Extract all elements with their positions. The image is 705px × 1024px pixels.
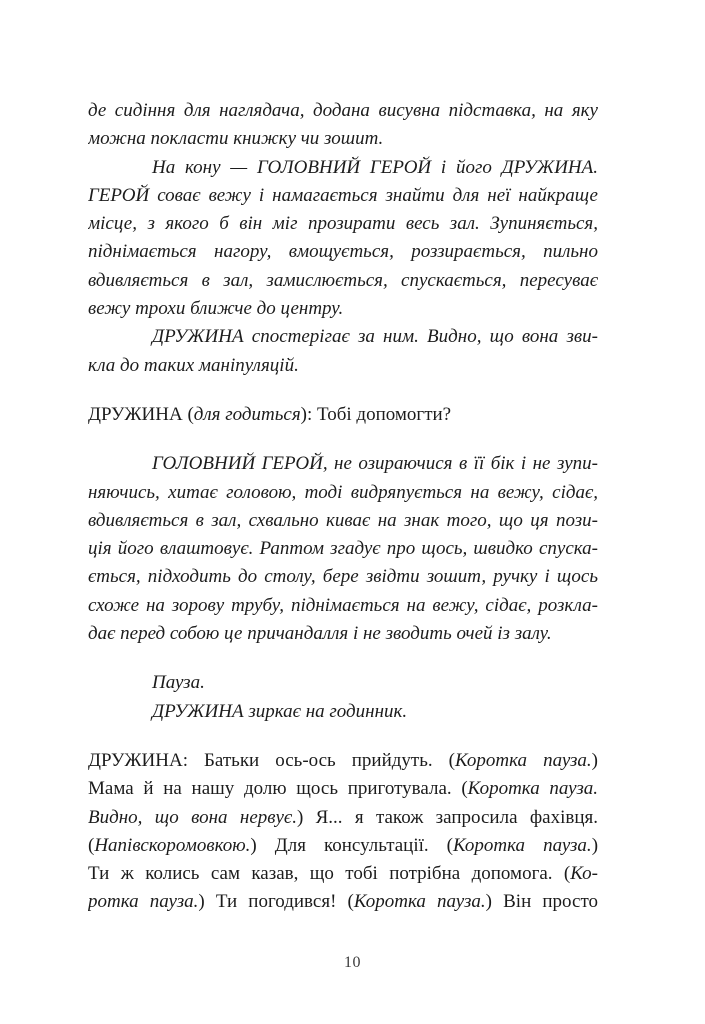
roman-text-segment: ДРУЖИНА: Батьки ось-ось прийдуть. (: [88, 749, 456, 771]
text-line: [88, 238, 598, 266]
roman-text-segment: ): Тобі допомогти?: [300, 403, 452, 425]
italic-text-segment: дає перед собою це причандалля і не зводить очей із залу.: [88, 623, 552, 645]
text-line: [88, 804, 598, 832]
page-text: [88, 97, 598, 917]
italic-text-segment: де сидіння для наглядача, додана висувна підставка, на яку: [88, 100, 598, 121]
italic-text-segment: кла до таких маніпуляцій.: [88, 354, 299, 376]
text-line: [88, 507, 598, 535]
italic-text-segment: вдивляється в зал, схвально киває на знак того, що ця пози-: [88, 509, 598, 531]
text-line: [88, 450, 598, 478]
italic-text-segment: Коротка пауза.: [455, 749, 592, 771]
italic-text-segment: Ко-: [570, 863, 598, 885]
stage-direction-opening: [88, 97, 598, 380]
roman-text-segment: ): [591, 834, 598, 856]
text-line: [88, 832, 598, 860]
text-line: [88, 535, 598, 563]
text-line: [88, 154, 598, 182]
italic-text-segment: Видно, що вона нервує.: [88, 806, 297, 828]
text-line: [88, 182, 598, 210]
italic-text-segment: На кону — ГОЛОВНИЙ ГЕРОЙ і його ДРУЖИНА.: [152, 156, 598, 178]
text-line: [88, 620, 598, 648]
text-line: [88, 401, 598, 429]
italic-text-segment: схоже на зорову трубу, піднімається на вежу, сідає, розкла-: [88, 594, 598, 616]
text-line: [88, 747, 598, 775]
text-line: [88, 323, 598, 351]
italic-text-segment: Пауза.: [152, 672, 205, 694]
italic-text-segment: Коротка пауза.: [353, 891, 486, 913]
page-number: 10: [344, 954, 361, 971]
roman-text-segment: ДРУЖИНА (: [88, 403, 194, 425]
italic-text-segment: Коротка пауза.: [467, 778, 598, 800]
italic-text-segment: місце, з якого б він міг прозирати весь зал. Зупиняється,: [88, 213, 598, 235]
text-line: [88, 592, 598, 620]
dialogue-wife-question: [88, 401, 598, 429]
italic-text-segment: ДРУЖИНА зиркає на годинник.: [152, 700, 408, 722]
stage-direction-hero: [88, 450, 598, 648]
italic-text-segment: можна покласти книжку чи зошит.: [88, 128, 384, 150]
italic-text-segment: вежу трохи ближче до центру.: [88, 298, 344, 320]
italic-text-segment: Коротка пауза.: [453, 834, 592, 856]
text-line: [88, 97, 598, 125]
text-line: [88, 888, 598, 916]
roman-text-segment: Мама й на нашу долю щось приготувала. (: [88, 778, 468, 800]
italic-text-segment: вдивляється в зал, замислюється, спускається, пересуває: [88, 269, 598, 291]
italic-text-segment: ротка пауза.: [88, 891, 199, 913]
italic-text-segment: ція його влаштовує. Раптом згадує про щось, швидко спуска-: [88, 538, 598, 560]
italic-text-segment: Напівскоромовкою.: [94, 834, 251, 856]
text-line: [88, 267, 598, 295]
dialogue-wife-parents: [88, 747, 598, 917]
italic-text-segment: няючись, хитає головою, тоді видряпується на вежу, сідає,: [88, 481, 598, 503]
text-line: [88, 669, 598, 697]
roman-text-segment: ) Ти погодився! (: [198, 891, 354, 913]
text-line: [88, 479, 598, 507]
roman-text-segment: ) Я... я також запросила фахівця.: [296, 806, 598, 828]
text-line: [88, 352, 598, 380]
text-line: [88, 698, 598, 726]
italic-text-segment: ГОЛОВНИЙ ГЕРОЙ, не озираючися в її бік і не зупи-: [152, 453, 598, 475]
italic-text-segment: ДРУЖИНА спостерігає за ним. Видно, що вона зви-: [152, 326, 598, 348]
italic-text-segment: ється, підходить до столу, бере звідти зошит, ручку і щось: [88, 566, 598, 588]
stage-direction-pause: [88, 669, 598, 726]
italic-text-segment: для годиться: [193, 403, 301, 425]
roman-text-segment: Ти ж колись сам казав, що тобі потрібна допомога. (: [88, 863, 571, 885]
roman-text-segment: (: [88, 834, 95, 856]
italic-text-segment: ГЕРОЙ соває вежу і намагається знайти для неї найкраще: [88, 184, 598, 206]
italic-text-segment: піднімається нагору, вмощується, роззирається, пильно: [88, 241, 598, 263]
roman-text-segment: ): [591, 749, 598, 771]
text-line: [88, 860, 598, 888]
text-line: [88, 563, 598, 591]
roman-text-segment: ) Він просто: [485, 891, 598, 913]
text-line: [88, 775, 598, 803]
text-line: [88, 125, 598, 153]
roman-text-segment: ) Для консультації. (: [250, 834, 454, 856]
text-line: [88, 295, 598, 323]
text-line: [88, 210, 598, 238]
